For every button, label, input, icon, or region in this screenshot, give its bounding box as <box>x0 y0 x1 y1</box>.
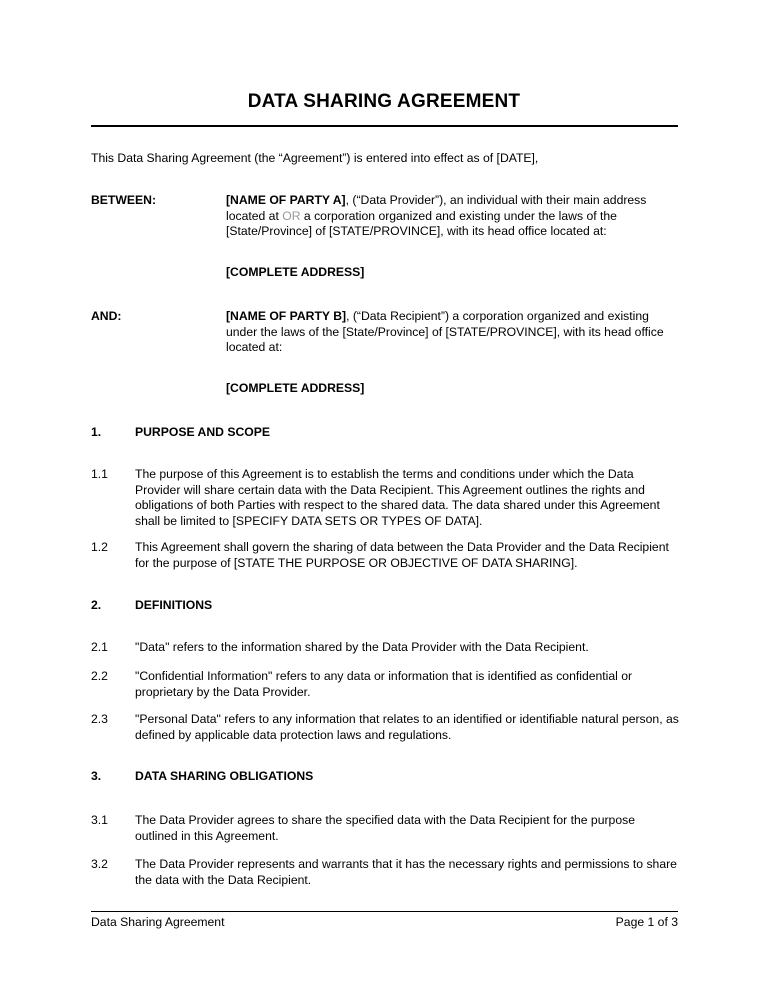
section-number: 1. <box>91 425 102 439</box>
party-b-name: [NAME OF PARTY B] <box>226 309 347 323</box>
title-divider <box>91 125 678 127</box>
party-b-text: , (“Data Recipient”) a corporation organized and existing under the laws of the [State/Province] of [STATE/PROVINCE], with its head office located at: <box>226 309 664 354</box>
footer-page-number: Page 1 of 3 <box>615 915 678 929</box>
between-label: BETWEEN: <box>91 193 156 207</box>
intro-paragraph: This Data Sharing Agreement (the “Agreement”) is entered into effect as of [DATE], <box>91 151 539 165</box>
clause-text: "Personal Data" refers to any information that relates to an identified or identifiable natural person, as defined by applicable data protection laws and regulations. <box>135 712 679 742</box>
clause-number: 1.2 <box>91 540 108 554</box>
and-label: AND: <box>91 309 122 323</box>
clause-number: 3.1 <box>91 813 108 827</box>
clause-text: The purpose of this Agreement is to establish the terms and conditions under which the Data Provider will share certain data with the Data Recipient. This Agreement outlines the rights and obligations of both Parties with respect to the shared data. The data shared under this Agreement shall be limited to [SPECIFY DATA SETS OR TYPES OF DATA]. <box>135 467 660 528</box>
clause-number: 3.2 <box>91 857 108 871</box>
section-heading: DATA SHARING OBLIGATIONS <box>135 769 314 783</box>
clause-number: 2.1 <box>91 640 108 654</box>
clause-number: 1.1 <box>91 467 108 481</box>
section-number: 3. <box>91 769 102 783</box>
clause-text: This Agreement shall govern the sharing of data between the Data Provider and the Data Recipient for the purpose of [STATE THE PURPOSE OR OBJECTIVE OF DATA SHARING]. <box>135 540 669 570</box>
party-b-paragraph <box>226 309 678 356</box>
party-a-address: [COMPLETE ADDRESS] <box>226 265 365 279</box>
party-a-name: [NAME OF PARTY A] <box>226 193 346 207</box>
footer-divider <box>91 911 678 912</box>
party-a-text-1: , (“Data Provider”), an individual with their main address located at <box>226 193 647 223</box>
clause-text: "Confidential Information" refers to any data or information that is identified as confidential or proprietary by the Data Provider. <box>135 669 633 699</box>
document-title: DATA SHARING AGREEMENT <box>247 91 521 112</box>
clause-text: The Data Provider agrees to share the specified data with the Data Recipient for the purpose outlined in this Agreement. <box>135 813 635 843</box>
clause-number: 2.2 <box>91 669 108 683</box>
section-heading: PURPOSE AND SCOPE <box>135 425 270 439</box>
clause-text: "Data" refers to the information shared by the Data Provider with the Data Recipient. <box>135 640 589 654</box>
clause-text: The Data Provider represents and warrants that it has the necessary rights and permissions to share the data with the Data Recipient. <box>135 857 677 887</box>
clause-number: 2.3 <box>91 712 108 726</box>
party-a-paragraph <box>226 193 678 240</box>
party-b-address: [COMPLETE ADDRESS] <box>226 381 365 395</box>
section-number: 2. <box>91 598 102 612</box>
section-heading: DEFINITIONS <box>135 598 213 612</box>
or-marker: OR <box>282 208 301 223</box>
party-a-text-2: a corporation organized and existing under the laws of the [State/Province] of [STATE/PROVINCE], with its head office located at: <box>226 208 617 238</box>
footer-document-name: Data Sharing Agreement <box>91 915 225 929</box>
